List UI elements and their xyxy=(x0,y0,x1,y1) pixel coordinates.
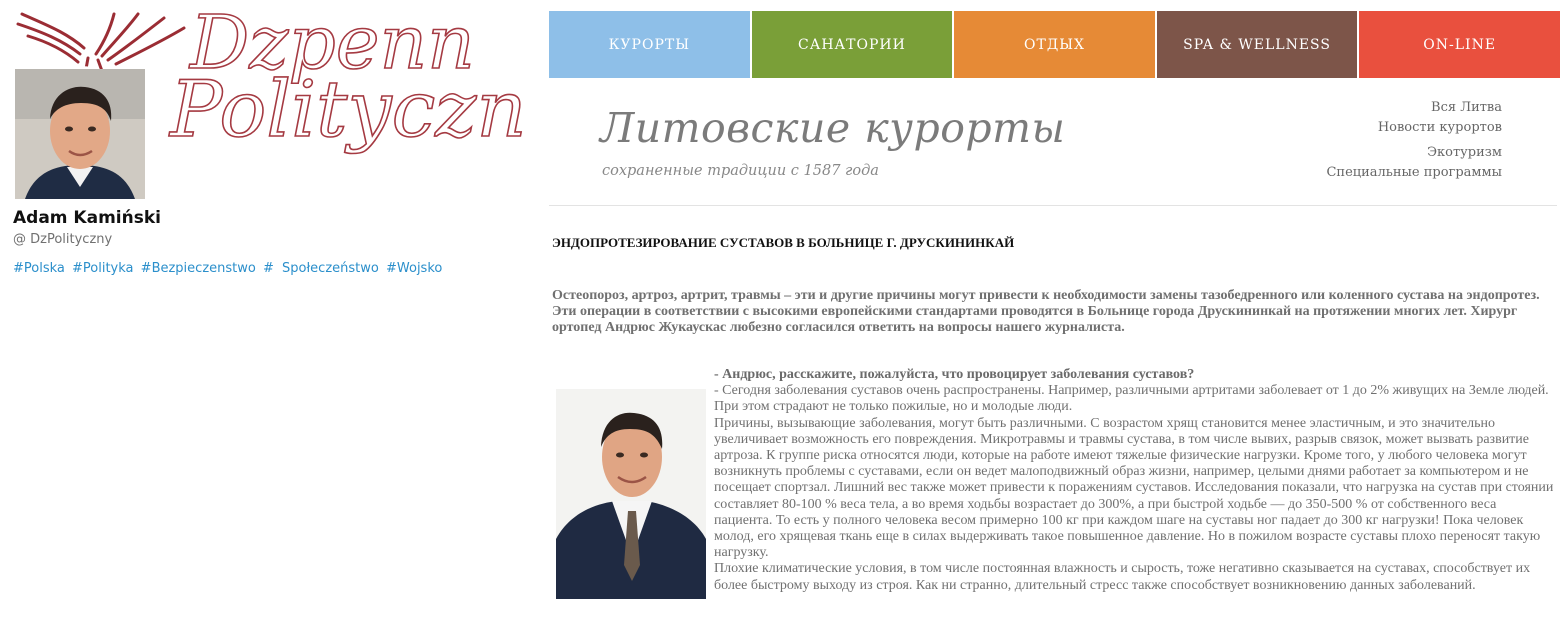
header-divider xyxy=(549,205,1557,206)
header-link-all-lithuania[interactable]: Вся Литва xyxy=(1431,100,1502,115)
site-subtitle: сохраненные традиции с 1587 года xyxy=(602,163,879,179)
nav-item-spa[interactable]: SPA & WELLNESS xyxy=(1157,11,1358,78)
banner-text-bottom: Polityczn xyxy=(170,65,527,155)
nav-item-online[interactable]: ON-LINE xyxy=(1359,11,1560,78)
profile-name: Adam Kamiński xyxy=(13,208,161,228)
nav-item-sanatoriums[interactable]: САНАТОРИИ xyxy=(752,11,953,78)
avatar[interactable] xyxy=(12,66,148,202)
article-body xyxy=(552,367,1556,603)
article-photo xyxy=(556,389,706,599)
header-link-resort-news[interactable]: Новости курортов xyxy=(1377,120,1502,135)
article-paragraph: - Сегодня заболевания суставов очень распространены. Например, различными артритами заболевает от 1 до 2% живущих на Земле людей. При этом страдают не только пожилые, но и молодые люди. xyxy=(714,383,1549,415)
banner-text-top: Dzpenn xyxy=(190,0,475,86)
hashtag-link[interactable]: #Bezpieczenstwo xyxy=(140,261,256,276)
site-title[interactable]: Литовские курорты xyxy=(600,104,1066,152)
avatar-portrait-icon xyxy=(15,69,145,199)
profile-hashtags xyxy=(13,261,442,276)
nav-item-resorts[interactable]: КУРОРТЫ xyxy=(549,11,750,78)
article-paragraph: Причины, вызывающие заболевания, могут быть различными. С возрастом хрящ становится менее эластичным, и это значительно увеличивает возможность его повреждения. Микротравмы и травмы сустава, в том числе вывих, разрыв связок, может вызвать развитие артроза. К группе риска относятся люди, которые на работе имеют тяжелые физические нагрузки. Кроме того, у любого человека могут возникнуть проблемы с суставами, если он ведет малоподвижный образ жизни, например, целыми днями работает за компьютером и не посещает спортзал. Лишний вес также может привести к поражениям суставов. Исследования показали, что нагрузка на сустав при стоянии составляет 80-100 % веса тела, а во время ходьбы возрастает до 300%, а при быстрой ходьбе — до 350-500 % от собственного веса пациента. То есть у полного человека весом примерно 100 кг при каждом шаге на суставы ног падает до 300 кг нагрузки! Пока человек молод, его хрящевая ткань еще в силах выдерживать такое повышенное давление. Но в пожилом возрасте суставы плохо переносят такую нагрузку. xyxy=(714,415,1554,561)
header-link-ecotourism[interactable]: Экотуризм xyxy=(1427,145,1502,160)
doctor-portrait-icon xyxy=(556,389,706,599)
article-title: ЭНДОПРОТЕЗИРОВАНИЕ СУСТАВОВ В БОЛЬНИЦЕ Г. ДРУСКИНИНКАЙ xyxy=(552,235,1015,250)
header-links xyxy=(1326,98,1502,183)
hashtag-link[interactable]: #Polityka xyxy=(72,261,134,276)
article-paragraph: Плохие климатические условия, в том числе постоянная влажность и сырость, тоже негативно сказывается на суставах, способствует их более быстрому выходу из строя. Как ни странно, длительный стресс также способствует возникновению данных заболеваний. xyxy=(714,561,1531,593)
article-lead: Остеопороз, артроз, артрит, травмы – эти и другие причины могут привести к необходимости замены тазобедренного или коленного сустава на эндопротез. Эти операции в соответствии с высокими европейскими стандартами проводятся в Больнице города Друскининкай на протяжении многих лет. Хирург ортопед Андрюс Жукаускас любезно согласился ответить на вопросы нашего журналиста. xyxy=(552,288,1540,335)
hashtag-link[interactable]: #Polska xyxy=(13,261,65,276)
profile-panel xyxy=(0,0,527,620)
main-nav xyxy=(549,11,1560,78)
hashtag-link[interactable]: #Wojsko xyxy=(386,261,443,276)
hashtag-link[interactable]: Społeczeństwo xyxy=(282,261,379,276)
hashtag-link[interactable]: # xyxy=(262,261,274,276)
nav-item-leisure[interactable]: ОТДЫХ xyxy=(954,11,1155,78)
profile-handle: @ DzPolityczny xyxy=(13,232,113,247)
header-link-special-programs[interactable]: Специальные программы xyxy=(1326,165,1502,180)
website-panel xyxy=(548,0,1560,620)
interview-question: - Андрюс, расскажите, пожалуйста, что провоцирует заболевания суставов? xyxy=(714,367,1195,382)
